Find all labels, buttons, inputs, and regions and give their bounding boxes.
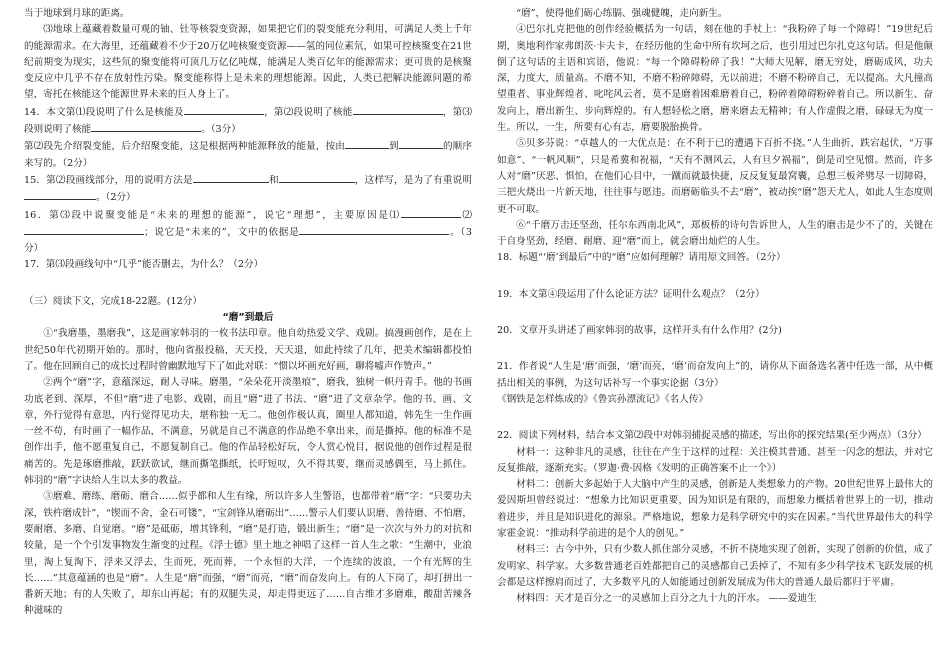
answer-blank[interactable]: [193, 172, 269, 183]
question-14-part-2: 第⑵段先介绍裂变能，后介绍聚变能，这是根据两种能源释放的能量，按由 到 的顺序来写的。（2分）: [24, 138, 472, 172]
material-3: 材料三：古今中外，只有少数人抓住部分灵感，不折不挠地实现了创新，实现了创新的价值，成了发明家、科学家。大多数普通老百姓都把自己的灵感都自己丢掉了，不知有多少科学技术飞跃发展的机会都是这样擦肩而过了，大多数平凡的人如能通过创新发展成为伟大的普通人最后都归于平庸。: [497, 544, 933, 588]
answer-blank[interactable]: [24, 224, 144, 235]
question-14: 14．本文第⑴段说明了什么是核能及 ，第⑵段说明了核能 ，第⑶段则说明了核能 。（3分）: [24, 104, 472, 139]
question-15: 15．第⑵段画线部分，用的说明方法是 和 ，这样写，是为了有重说明。（2分）: [24, 172, 472, 207]
question-22: 22．阅读下列材料，结合本文第⑵段中对韩羽捕捉灵感的描述，写出你的探究结果(至少两点）（3分）: [497, 430, 927, 442]
question-17: 17．第⑶段画线句中“几乎”能否删去，为什么？（2分）: [24, 259, 264, 271]
answer-blank[interactable]: [345, 138, 389, 149]
question-21: 21．作者说“人生是‘磨’而强，‘磨’而亮，‘磨’而奋发向上”的，请你从下面备选名著中任选一部，从中概括出相关的事例，为这句话补写一个事实论据（3分）: [497, 361, 933, 389]
question-18: 18．标题“‘磨’到最后”中的“磨”应如何理解？请用原文回答。（2分）: [497, 252, 786, 264]
article-paragraph-1: ①“我磨墨，墨磨我”，这是画家韩羽的一枚书法印章。他自幼热爱文学、戏剧。搞漫画创作，是在上世纪50年代初期开始的。那时，他向省报投稿，天天投，天天退，如此持续了几年，把美术编辑都投怕了。他在回顾自己的成长过程时曾幽默地写下了如此对联：“惯以坏画充好画，聊将嘘声作赞声。”: [24, 328, 472, 372]
answer-blank[interactable]: [299, 224, 449, 235]
material-2: 材料二：创新大多起始于人大脑中产生的灵感，创新是人类想象力的产物。20世纪世界上最伟大的爱因斯坦曾经说过：“想象力比知识更重要，因为知识是有限的，而想象力概括着世界上的一切，推动着进步，并且是知识进化的源泉。严格地说，想象力是科学研究中的实在因素。”当代世界最伟大的科学家霍金说：“推动科学前进的是个人的创见。”: [497, 479, 933, 540]
passage-paragraph-3: ⑶地球上蕴藏着数量可观的铀、钍等核裂变资源，如果把它们的裂变能充分利用，可满足人类上千年的能源需求。在大海里，还蕴藏着不少于20万亿吨核聚变资源——氢的同位素氘，如果可控核聚变在21世纪前期变为现实，这些氘的聚变能将可顶几万亿亿吨煤，能满足人类百亿年的能源需求；更可贵的是核聚变反应中几乎不存在放射性污染。聚变能称得上是未来的理想能源。因此，人类已把解决能源问题的希望，寄托在核能这个能源世界未来的巨人身上了。: [24, 24, 472, 101]
article-paragraph-6: ⑥“千磨万击还坚劲，任尔东西南北风”，郑板桥的诗句告诉世人，人生的磨击是少不了的，关键在于自身坚劲，经磨、耐磨、迎“磨”而上，就会磨出灿烂的人生。: [497, 219, 933, 248]
answer-blank[interactable]: [184, 104, 264, 115]
answer-blank[interactable]: [24, 189, 96, 200]
section-3-heading: （三）阅读下文，完成18-22题。(12分）: [24, 295, 202, 307]
material-4: 材料四：天才是百分之一的灵感加上百分之九十九的汗水。 ——爱迪生: [516, 593, 817, 605]
answer-blank[interactable]: [279, 172, 355, 183]
answer-blank[interactable]: [401, 207, 461, 218]
question-19: 19．本文第④段运用了什么论证方法？证明什么观点？（2分）: [497, 288, 765, 300]
right-column: [497, 6, 933, 608]
article-paragraph-2: ②两个“磨”字，意蕴深远，耐人寻味。磨墨，“朵朵花开淡墨痕”，磨我，独树一帜丹青手。他的书画功底老到、深厚，不但“磨”进了电影、戏剧，而且“磨”进了书法、“磨”进了文章杂学。他的书、画、文章，外行觉得有意思，内行觉得见功夫，堪称独一无二。他创作极认真，圈里人都知道，韩先生一生作画一丝不苟，有时画了一幅作品，不满意，另就是自己不满意的作品绝不拿出来，而是撕掉。他的标准不是创作出手，他不愿重复自己，不愿复制自己。他的作品轻松好玩，令人赏心悦目，据说他的创作过程是很痛苦的。先是琢磨推敲，跃跃欲试，继而撕笔撕纸，长吁短叹，久不得其要，继而灵感偶至，马上抓住。韩羽的“磨”字诀给人生以太多的教益。: [24, 377, 472, 487]
question-16: 16．第⑶段中说聚变能是“未来的理想的能源”，说它“理想”，主要原因是⑴ ⑵；说它是“未来的”，文中的依据是 。（3分）: [24, 207, 472, 258]
material-1: 材料一：这种非凡的灵感，往往在产生于这样的过程：关注模其普通、甚至一闪念的想法，并对它反复推敲，逐渐充实。（罗迦·费·因格《发明的正确答案不止一个》）: [497, 446, 933, 474]
question-21-books: 《钢铁是怎样炼成的》《鲁宾孙漂流记》《名人传》: [497, 393, 709, 405]
passage-line: 当于地球到月球的距离。: [24, 8, 130, 19]
article-paragraph-5: ⑤贝多芬说：“卓越人的一大优点是：在不利于已的遭遇下百折不挠。”人生曲折，跌宕起伏，“万事如意”、“一帆风顺”，只是希冀和祝福，“天有不测风云，人有旦夕祸福”，倒是司空见惯。然而，许多人对“磨”厌恶、惧怕，在他们心目中，一蹴而就最快捷，反反复复最窝囊，总想三板斧劈尽一切障碍，三把火烧出一片新天地，往往事与愿违。而磨砺临头不去“磨”，被动挨“磨”怨天尤人，如此人生态度则更不可取。: [497, 138, 933, 215]
article-paragraph-4: ④巴尔扎克把他的创作经验概括为一句话，刻在他的手杖上：“我粉碎了每一个障碍！”19世纪后期，奥地利作家弗朗茨·卡夫卡，在经历他的生命中所有坎坷之后，也引用过巴尔扎克这句话。但是他颠倒了这句话的主语和宾语，他说：“每一个障碍粉碎了我！”大师大见解，磨无穷处，磨砺成风，功夫深，力度大，质量高。不磨不知，不磨不粉碎障碍，无以前进；不磨不粉碎自己，无以提高。大凡撞高望重者、事业辉煌者、叱咤风云者，莫不是磨着困难磨着自己，粉碎着障碍粉碎着自己。所以新生、奋发向上，磨出新生、步向辉煌的。有人想轻松之磨，磨来磨去无精神；有人作虚假之磨，碌碌无为度一生。所以，一生，所要有心有志，磨要脱胎换骨。: [497, 24, 933, 134]
answer-blank[interactable]: [91, 121, 201, 132]
answer-blank[interactable]: [353, 104, 443, 115]
article-paragraph-3-cont: “磨”，使得他们砺心练膈、强魂健魄，走向新生。: [516, 8, 728, 19]
answer-blank[interactable]: [399, 138, 443, 149]
left-column: [24, 6, 472, 620]
article-title: “磨”到最后: [222, 312, 274, 324]
question-20: 20．文章开头讲述了画家韩羽的故事，这样开头有什么作用？(2分): [497, 325, 782, 337]
article-paragraph-3: ③磨难、磨练、磨砺、磨合……似乎都和人生有缘，所以许多人生警语，也都带着“磨”字：“只要功夫深，铁杵磨成针”，“锲而不舍，金石可镂”，“宝剑锋从磨砺出”……警示人们要认识磨、善待磨、不怕磨，要耐磨、多磨、自觉磨。“磨”是砥砺，增其锋利，“磨”是打造，锻出新生；“磨”是一次次与外力的对抗和较量，是一个个引发事物发生渐变的过程。《浮士德》里土地之神唱了这样一首人生之歌：“生潮中，业浪里，淘上复淘下，浮来又浮去，生而死，死而葬，一个永恒的大洋，一个连续的波浪，一个有光辉的生长……”其意蕴涵的也是“磨”。人生是“磨”而强，“磨”而亮，“磨”而奋发向上。有的人下岗了，却打拼出一番新天地；有的人失败了，却东山再起；有的双腿失灵，却走得更远了……自古维才多磨难，酸甜苦辣各种滋味的: [24, 491, 472, 617]
